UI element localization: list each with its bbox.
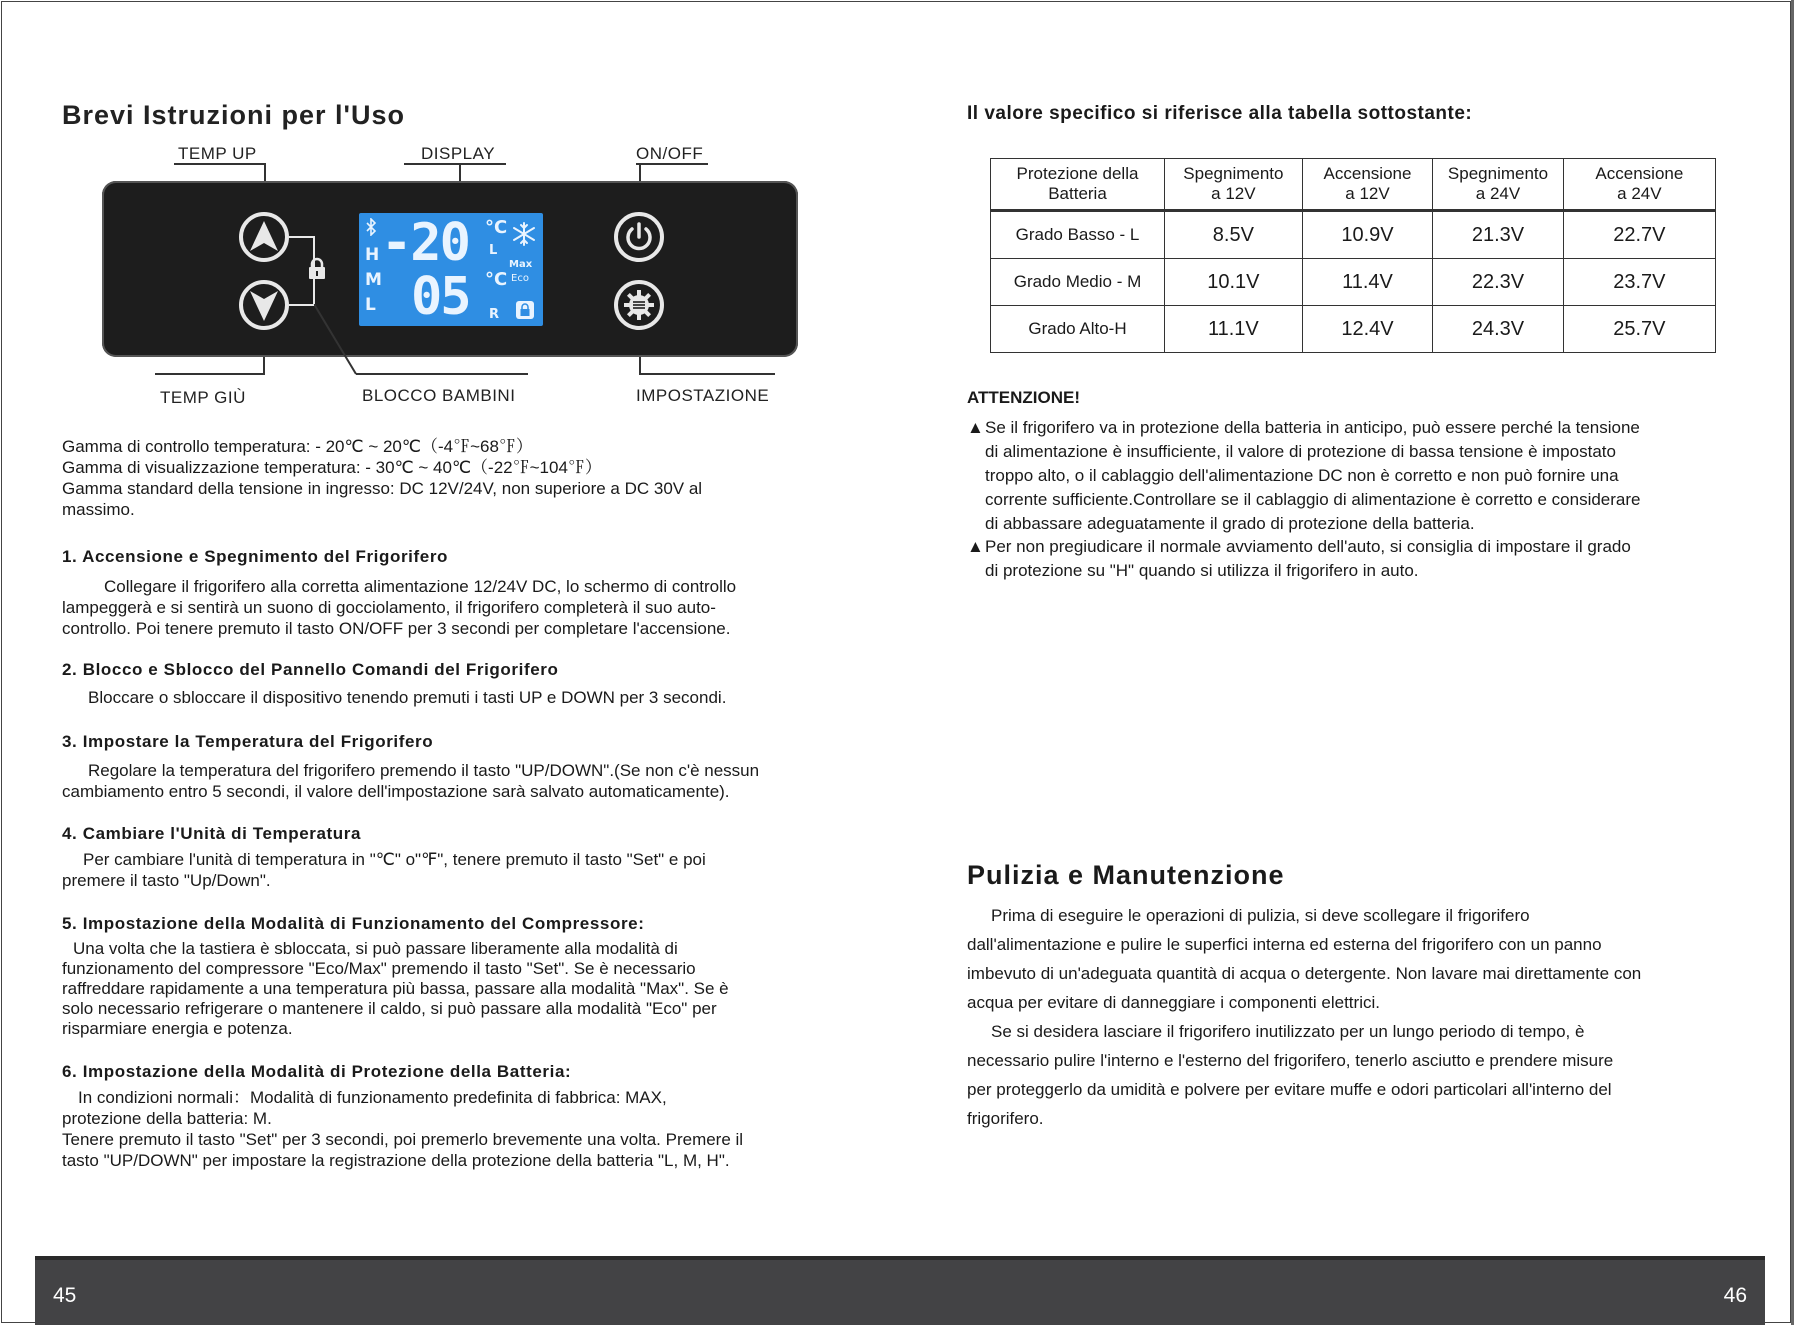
table-cell: 21.3V [1433,211,1564,259]
power-icon [622,220,656,254]
section-text: Regolare la temperatura del frigorifero premendo il tasto "UP/DOWN".(Se non c'è nessun [88,761,760,780]
page-edge [1791,0,1794,1325]
table-row [991,211,1716,259]
callout-temp-down: TEMP GIÙ [160,388,246,407]
attention-line: di abbassare adeguatamente il grado di protezione della batteria. [985,514,1475,533]
table-header-cell: Accensione a 24V [1563,159,1715,211]
table-cell: 10.1V [1165,259,1303,306]
table-cell: 12.4V [1302,306,1433,353]
section-text: raffreddare rapidamente a una temperatura più bassa, passare alla modalità "Max". Se è [62,979,729,998]
cleaning-text: necessario pulire l'interno e l'esterno del frigorifero, tenerlo asciutto e prendere misure [967,1051,1614,1070]
warning-triangle-icon: ▲ [967,418,984,437]
battery-level-m: M [365,270,382,290]
leader-line [356,373,528,375]
attention-title: ATTENZIONE! [967,388,1081,407]
page-footer [35,1256,1765,1325]
lcd-lock-icon [515,300,535,320]
table-header-cell: Protezione della Batteria [991,159,1165,211]
section-text: protezione della batteria: M. [62,1109,272,1128]
spec-display-range: Gamma di visualizzazione temperatura: - 30℃ ~ 40℃（-22℉~104℉） [62,458,602,477]
leader-line [404,163,506,165]
gear-icon [622,288,656,322]
cleaning-text: acqua per evitare di danneggiare i componenti elettrici. [967,993,1380,1012]
leader-line [639,355,641,375]
bluetooth-icon [365,218,377,236]
callout-on-off: ON/OFF [636,144,704,163]
temp-down-button[interactable] [239,280,289,330]
section-text: Collegare il frigorifero alla corretta alimentazione 12/24V DC, lo schermo di controllo [104,577,737,596]
page-number-left: 45 [53,1284,77,1307]
page-number-right: 46 [1723,1284,1747,1307]
table-cell: 8.5V [1165,211,1303,259]
cleaning-text: per proteggerlo da umidità e polvere per evitare muffe e odori particolari all'interno del [967,1080,1612,1099]
section-text: tasto "UP/DOWN" per impostare la registrazione della protezione della batteria "L, M, H". [62,1151,730,1170]
cleaning-text: Se si desidera lasciare il frigorifero inutilizzato per un lungo periodo di tempo, è [991,1022,1585,1041]
lcd-top-reading: -20 [381,213,469,273]
table-header-cell: Accensione a 12V [1302,159,1433,211]
section-text: Per cambiare l'unità di temperatura in "℃" o"℉", tenere premuto il tasto "Set" e poi [83,850,706,869]
attention-line: di protezione su "H" quando si utilizza il frigorifero in auto. [985,561,1419,580]
on-off-button[interactable] [614,212,664,262]
spec-control-range: Gamma di controllo temperatura: - 20℃ ~ 20℃（-4℉~68℉） [62,437,533,456]
lock-bracket [289,236,315,238]
table-cell: 25.7V [1563,306,1715,353]
cleaning-text: imbevuto di un'adeguata quantità di acqua o detergente. Non lavare mai direttamente con [967,964,1642,983]
table-cell: 11.1V [1165,306,1303,353]
section-text: risparmiare energia e potenza. [62,1019,293,1038]
table-row [991,259,1716,306]
leader-line [264,163,266,183]
cleaning-text: Prima di eseguire le operazioni di pulizia, si deve scollegare il frigorifero [991,906,1530,925]
table-row [991,306,1716,353]
page-title-instructions: Brevi Istruzioni per l'Uso [62,100,405,130]
section-text: Bloccare o sbloccare il dispositivo tenendo premuti i tasti UP e DOWN per 3 secondi. [88,688,727,707]
lock-icon [306,257,328,281]
callout-child-lock: BLOCCO BAMBINI [362,386,516,405]
down-arrow-icon [244,285,284,325]
callout-settings: IMPOSTAZIONE [636,386,770,405]
section-text: In condizioni normali：Modalità di funzionamento predefinita di fabbrica: MAX, [78,1088,667,1107]
attention-line: troppo alto, o il cablaggio dell'alimentazione DC non è corretto e non può fornire una [985,466,1619,485]
attention-line: Se il frigorifero va in protezione della batteria in anticipo, può essere perché la tensione [985,418,1640,437]
lcd-eco-mode: Eco [511,273,529,284]
temp-up-button[interactable] [239,212,289,262]
table-header-cell: Spegnimento a 12V [1165,159,1303,211]
section-text: lampeggerà e si sentirà un suono di gocciolamento, il frigorifero completerà il suo auto- [62,598,716,617]
table-cell: 24.3V [1433,306,1564,353]
section-text: funzionamento del compressore "Eco/Max" premendo il tasto "Set". Se è necessario [62,959,696,978]
table-cell: Grado Medio - M [991,259,1165,306]
callout-display: DISPLAY [421,144,496,163]
table-header-cell: Spegnimento a 24V [1433,159,1564,211]
snowflake-icon [511,221,537,247]
spec-voltage: Gamma standard della tensione in ingresso: DC 12V/24V, non superiore a DC 30V al [62,479,703,498]
settings-button[interactable] [614,280,664,330]
attention-item [967,416,1747,536]
lcd-unit-bottom: °C [485,269,508,290]
cleaning-text: frigorifero. [967,1109,1044,1128]
battery-level-l: L [365,295,376,315]
section-heading: 1. Accensione e Spegnimento del Frigorifero [62,547,449,566]
attention-line: di alimentazione è insufficiente, il valore di protezione di bassa tensione è impostato [985,442,1616,461]
leader-line [174,163,266,165]
lcd-bottom-reading: 05 [411,267,470,326]
lock-bracket [289,304,315,306]
table-cell: Grado Alto-H [991,306,1165,353]
cleaning-text: dall'alimentazione e pulire le superfici interna ed esterna del frigorifero con un panno [967,935,1602,954]
battery-level-h: H [365,245,380,265]
lcd-max-mode: Max [509,259,533,270]
leader-line [263,355,265,375]
warning-triangle-icon: ▲ [967,537,984,556]
section-text: cambiamento entro 5 secondi, il valore dell'impostazione sarà salvato automaticamente). [62,782,730,801]
lcd-left-marker: L [489,243,498,258]
table-header-row [991,159,1716,211]
attention-item [967,535,1747,583]
section-text: Tenere premuto il tasto "Set" per 3 secondi, poi premerlo brevemente una volta. Premere il [62,1130,744,1149]
section-heading: 3. Impostare la Temperatura del Frigorifero [62,732,434,751]
lcd-display [359,213,543,326]
section-text: controllo. Poi tenere premuto il tasto ON/OFF per 3 secondi per completare l'accensione. [62,619,731,638]
table-cell: 22.7V [1563,211,1715,259]
cleaning-title: Pulizia e Manutenzione [967,860,1285,890]
spec-voltage-cont: massimo. [62,500,135,519]
table-cell: 10.9V [1302,211,1433,259]
leader-line [639,163,641,183]
table-cell: 22.3V [1433,259,1564,306]
section-heading: 2. Blocco e Sblocco del Pannello Comandi del Frigorifero [62,660,559,679]
section-text: premere il tasto "Up/Down". [62,871,271,890]
section-heading: 5. Impostazione della Modalità di Funzionamento del Compressore: [62,914,645,933]
lcd-right-marker: R [489,307,500,322]
table-cell: 23.7V [1563,259,1715,306]
up-arrow-icon [244,217,284,257]
section-heading: 4. Cambiare l'Unità di Temperatura [62,824,362,843]
lcd-unit-top: °C [485,217,508,238]
battery-protection-table [990,158,1716,353]
leader-line [155,373,265,375]
section-text: Una volta che la tastiera è sbloccata, si può passare liberamente alla modalità di [73,939,678,958]
table-heading: Il valore specifico si riferisce alla tabella sottostante: [967,103,1473,124]
section-text: solo necessario refrigerare o mantenere il caldo, si può passare alla modalità "Eco" per [62,999,717,1018]
leader-line [636,163,708,165]
section-heading: 6. Impostazione della Modalità di Protezione della Batteria: [62,1062,572,1081]
leader-line [639,373,775,375]
attention-line: corrente sufficiente.Controllare se il cablaggio di alimentazione è corretto e considerare [985,490,1641,509]
table-cell: 11.4V [1302,259,1433,306]
callout-temp-up: TEMP UP [178,144,257,163]
table-cell: Grado Basso - L [991,211,1165,259]
attention-line: Per non pregiudicare il normale avviamento dell'auto, si consiglia di impostare il grado [985,537,1631,556]
